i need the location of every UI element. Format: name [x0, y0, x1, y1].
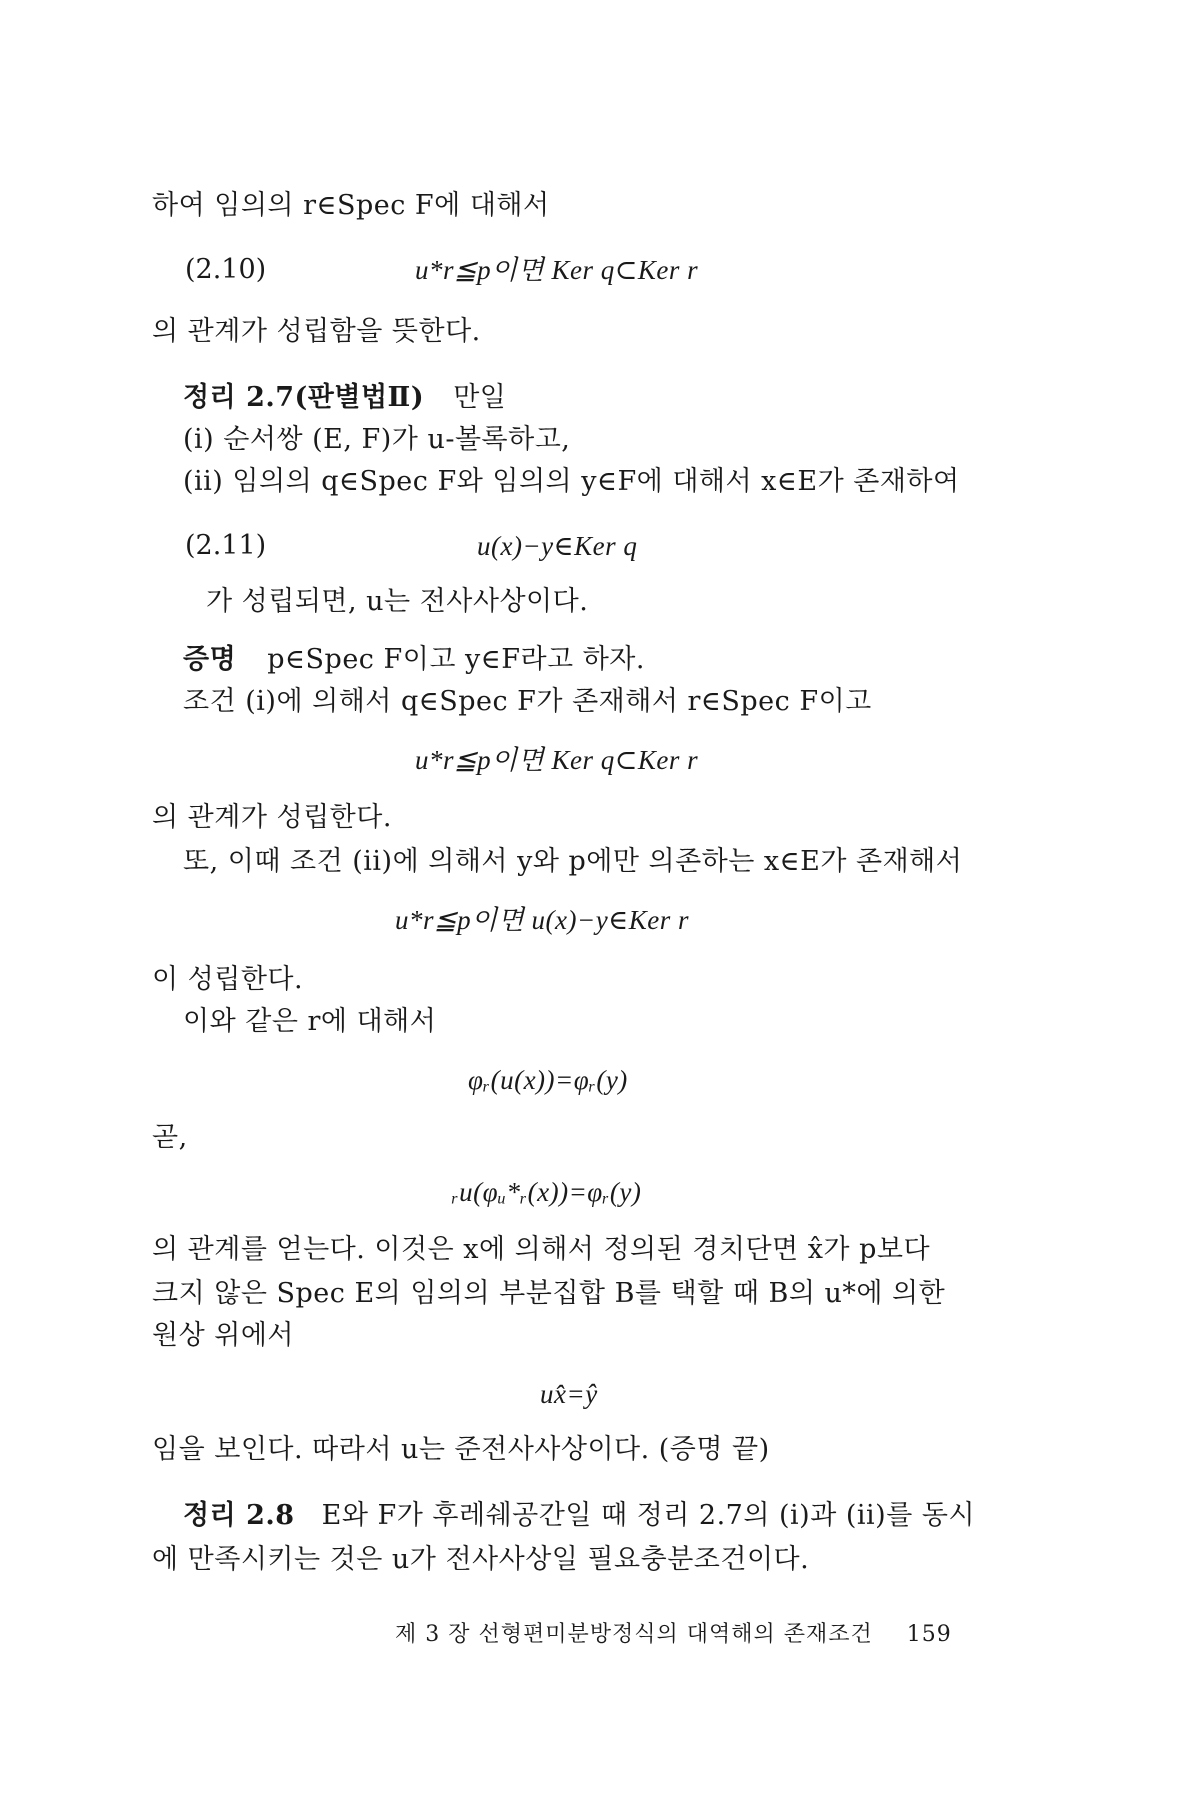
text-line: 곧, [152, 1122, 188, 1153]
equation: u(x)−y∈Ker q [477, 531, 638, 561]
theorem-label: 정리 2.8 [183, 1500, 295, 1531]
text-line: 이와 같은 r에 대해서 [183, 1006, 437, 1037]
text-line: 하여 임의의 r∈Spec F에 대해서 [152, 190, 550, 221]
running-footer [395, 1620, 952, 1650]
text-line: 크지 않은 Spec E의 임의의 부분집합 B를 택할 때 B의 u*에 의한 [152, 1278, 946, 1309]
text-line: 조건 (i)에 의해서 q∈Spec F가 존재해서 r∈Spec F이고 [183, 686, 872, 717]
equation: ᵣu(φᵤ*ᵣ(x))=φᵣ(y) [452, 1177, 642, 1207]
chapter-title: 제 3 장 선형편미분방정식의 대역해의 존재조건 [395, 1622, 873, 1647]
text-line: 또, 이때 조건 (ii)에 의해서 y와 p에만 의존하는 x∈E가 존재해서 [183, 846, 963, 877]
text-line: 임을 보인다. 따라서 u는 준전사사상이다. (증명 끝) [152, 1434, 770, 1465]
text-line: 의 관계가 성립한다. [152, 802, 392, 833]
condition-item: (ii) 임의의 q∈Spec F와 임의의 y∈F에 대해서 x∈E가 존재하여 [183, 466, 960, 497]
equation: u*r≦p이면 Ker q⊂Ker r [415, 255, 699, 285]
equation: u*r≦p이면 Ker q⊂Ker r [415, 745, 699, 775]
theorem-heading [183, 380, 506, 416]
theorem-label: 정리 2.7(판별법Ⅱ) [183, 382, 425, 413]
equation: u*r≦p이면 u(x)−y∈Ker r [395, 905, 689, 935]
text-line: 에 만족시키는 것은 u가 전사사상일 필요충분조건이다. [152, 1544, 810, 1575]
theorem-heading [183, 1498, 975, 1534]
theorem-text: 만일 [453, 382, 507, 413]
text-line: 이 성립한다. [152, 964, 304, 995]
text-line: 가 성립되면, u는 전사사상이다. [206, 586, 589, 617]
proof-text: p∈Spec F이고 y∈F라고 하자. [267, 644, 645, 675]
equation-number: (2.10) [185, 254, 267, 285]
theorem-text: E와 F가 후레쉐공간일 때 정리 2.7의 (i)과 (ii)를 동시 [321, 1500, 976, 1531]
equation-number: (2.11) [185, 530, 267, 561]
equation: ux̂=ŷ [540, 1379, 598, 1409]
proof-label: 증명 [183, 644, 237, 675]
text-line: 의 관계를 얻는다. 이것은 x에 의해서 정의된 경치단면 x̂가 p보다 [152, 1234, 931, 1265]
text-line: 의 관계가 성립함을 뜻한다. [152, 316, 481, 347]
page-number: 159 [906, 1622, 952, 1647]
equation: φᵣ(u(x))=φᵣ(y) [468, 1065, 628, 1095]
condition-item: (i) 순서쌍 (E, F)가 u-볼록하고, [183, 424, 571, 455]
proof-heading [183, 642, 645, 678]
text-line: 원상 위에서 [152, 1320, 294, 1351]
